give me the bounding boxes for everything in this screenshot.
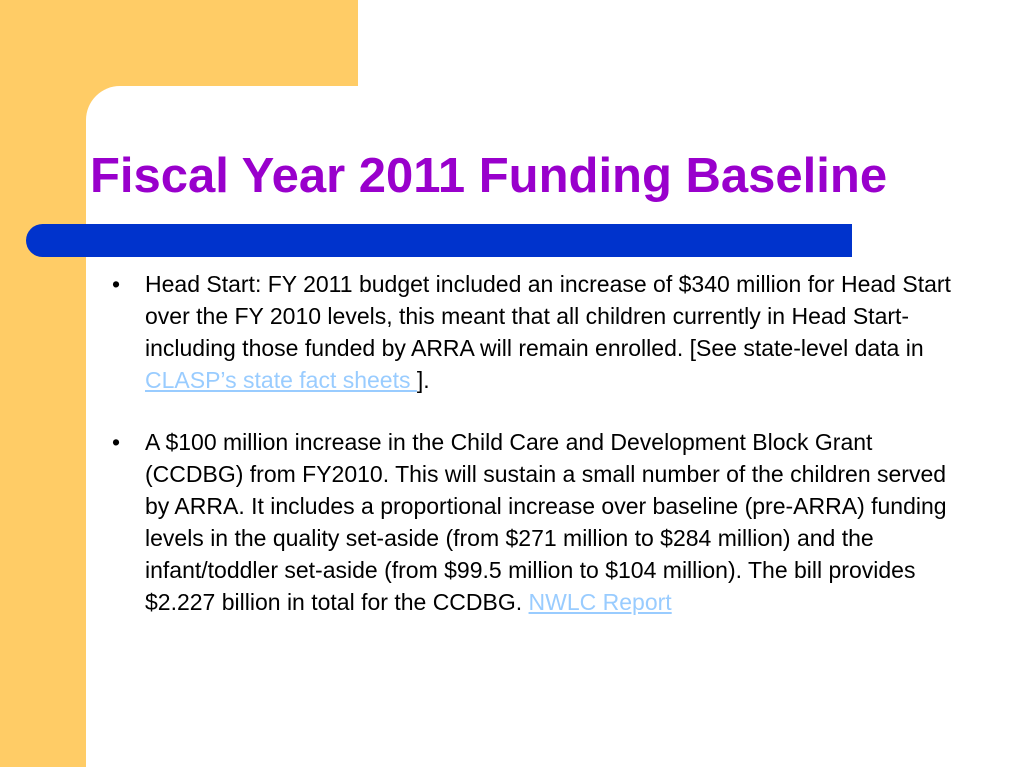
bullet-icon: • xyxy=(112,271,121,297)
bullet-text-end: ]. xyxy=(416,367,430,393)
bullet-head-start xyxy=(112,268,967,396)
nwlc-report-link[interactable]: NWLC Report xyxy=(528,589,672,615)
slide-title: Fiscal Year 2011 Funding Baseline xyxy=(90,149,888,203)
bullet-text: Head Start: FY 2011 budget included an increase of $340 million for Head Start over the FY 2010 levels, this meant that all children currently in Head Start- including those funded by ARRA will remain enrolled. [See state-level data in xyxy=(145,271,951,361)
bullet-text: A $100 million increase in the Child Care and Development Block Grant (CCDBG) from FY2010. This will sustain a small number of the children served by ARRA. It includes a proportional increase over baseline (pre-ARRA) funding levels in the quality set-aside (from $271 million to $284 million) and the infant/toddler set-aside (from $99.5 million to $104 million). The bill provides $2.227 billion in total for the CCDBG. xyxy=(145,429,947,615)
title-underline-bar xyxy=(26,224,852,257)
bullet-list xyxy=(112,268,967,648)
bullet-ccdbg xyxy=(112,426,967,618)
clasp-fact-sheets-link[interactable]: CLASP’s state fact sheets xyxy=(145,367,417,393)
bullet-icon: • xyxy=(112,429,121,455)
